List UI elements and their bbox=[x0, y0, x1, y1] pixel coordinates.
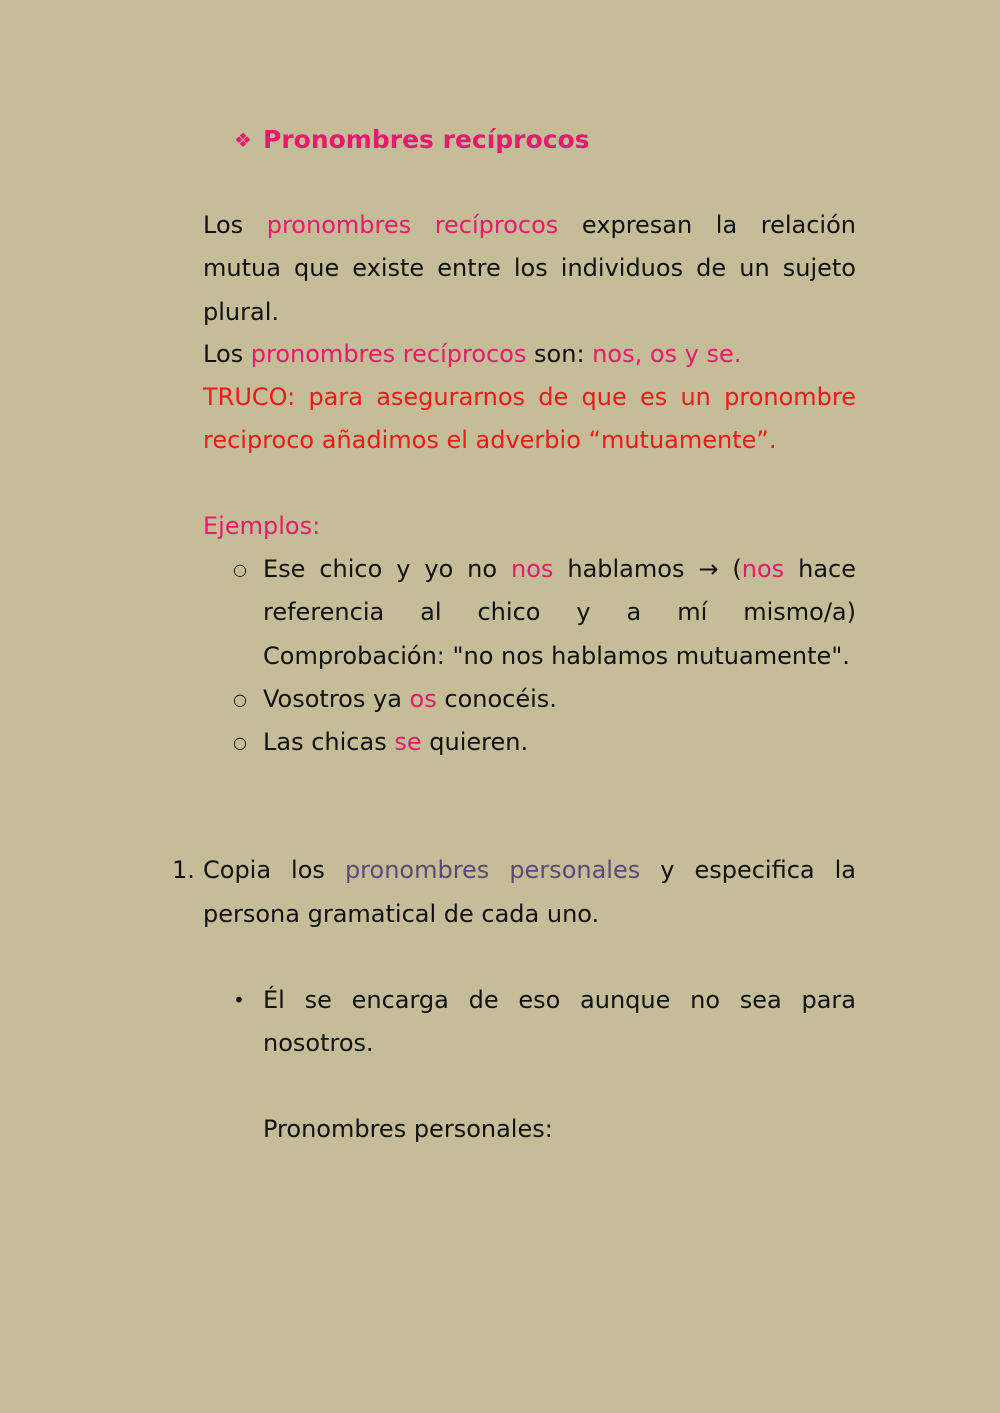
diamond-bullet-icon: ❖ bbox=[234, 128, 252, 152]
text: Las chicas bbox=[263, 728, 387, 756]
example-2 bbox=[263, 684, 557, 714]
highlight-pronoun: nos bbox=[511, 555, 554, 583]
highlight-term: pronombres recíprocos bbox=[266, 211, 559, 239]
definition-line-1 bbox=[203, 210, 856, 240]
exercise-sentence-line-1: Él se encarga de eso aunque no sea para bbox=[263, 986, 856, 1014]
example-3 bbox=[263, 727, 528, 757]
text: Ese chico y yo no bbox=[263, 555, 498, 583]
exercise-instruction-line-2: persona gramatical de cada uno. bbox=[203, 900, 600, 928]
example-1-line-1 bbox=[263, 554, 856, 584]
definition-line-3: plural. bbox=[203, 298, 279, 326]
highlight-pronoun: os bbox=[409, 685, 437, 713]
text: quieren. bbox=[429, 728, 529, 756]
exercise-instruction-line-1 bbox=[203, 855, 856, 885]
example-1-line-2: referencia al chico y a mí mismo/a) bbox=[263, 598, 856, 626]
definition-line-2: mutua que existe entre los individuos de un sujeto bbox=[203, 254, 856, 282]
tip-line-2: reciproco añadimos el adverbio “mutuamente”. bbox=[203, 426, 777, 454]
text: expresan la relación bbox=[581, 211, 856, 239]
examples-label: Ejemplos: bbox=[203, 512, 321, 540]
circle-bullet-icon: ○ bbox=[233, 733, 247, 752]
answer-label: Pronombres personales: bbox=[263, 1115, 553, 1143]
section-title: Pronombres recíprocos bbox=[263, 125, 590, 154]
circle-bullet-icon: ○ bbox=[233, 560, 247, 579]
text: hablamos → ( bbox=[567, 555, 742, 583]
circle-bullet-icon: ○ bbox=[233, 690, 247, 709]
pronoun-list: nos, os y se. bbox=[592, 340, 742, 368]
highlight-term: pronombres personales bbox=[344, 856, 641, 884]
exercise-sentence-line-2: nosotros. bbox=[263, 1029, 374, 1057]
text: Los bbox=[203, 211, 244, 239]
highlight-pronoun: se bbox=[394, 728, 422, 756]
text: Los bbox=[203, 340, 244, 368]
text: Vosotros ya bbox=[263, 685, 402, 713]
text: hace bbox=[798, 555, 857, 583]
text: y especifica la bbox=[660, 856, 856, 884]
text: Copia los bbox=[203, 856, 325, 884]
pronoun-list-line bbox=[203, 339, 741, 369]
text: conocéis. bbox=[444, 685, 557, 713]
bullet-dot-icon: • bbox=[233, 988, 245, 1012]
text: son: bbox=[534, 340, 585, 368]
tip-line-1: TRUCO: para asegurarnos de que es un pronombre bbox=[203, 383, 856, 411]
exercise-number: 1. bbox=[172, 856, 195, 884]
highlight-pronoun: nos bbox=[741, 555, 785, 583]
example-1-line-3: Comprobación: "no nos hablamos mutuamente". bbox=[263, 642, 850, 670]
highlight-term: pronombres recíprocos bbox=[250, 340, 527, 368]
